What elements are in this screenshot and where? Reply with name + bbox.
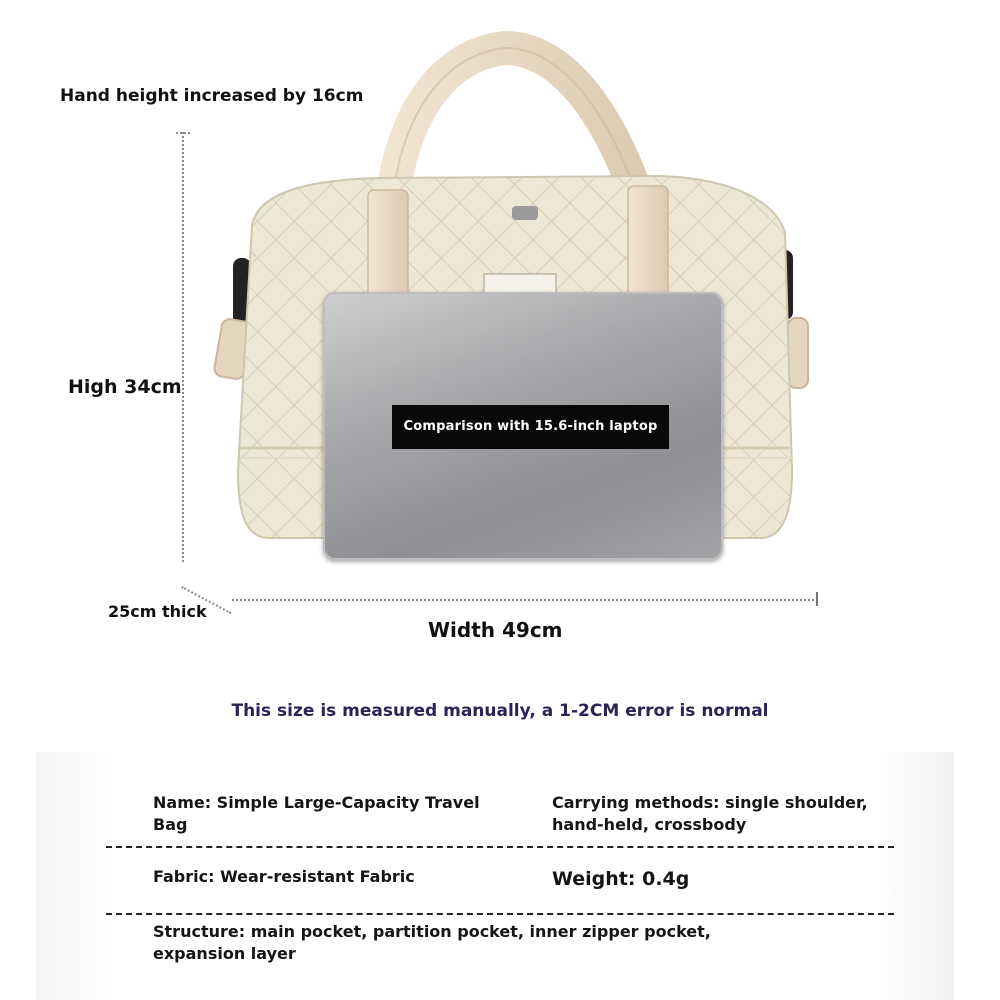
width-dimension-line <box>232 599 818 601</box>
height-dimension-line <box>182 132 184 562</box>
measurement-note: This size is measured manually, a 1-2CM error is normal <box>231 701 769 721</box>
spec-divider-1 <box>106 846 894 848</box>
width-label: Width 49cm <box>428 618 563 642</box>
spec-carrying: Carrying methods: single shoulder, hand-held, crossbody <box>552 793 868 834</box>
hand-height-label: Hand height increased by 16cm <box>60 86 364 106</box>
height-label: High 34cm <box>68 376 182 398</box>
spec-structure: Structure: main pocket, partition pocket, inner zipper pocket, expansion layer <box>153 922 711 963</box>
laptop-caption: Comparison with 15.6-inch laptop <box>392 405 669 449</box>
spec-divider-2 <box>106 913 894 915</box>
height-dimension-tick-top <box>176 132 190 134</box>
spec-weight: Weight: 0.4g <box>552 868 690 890</box>
thickness-label: 25cm thick <box>108 602 207 621</box>
width-dimension-tick-right <box>816 592 818 606</box>
spec-fabric: Fabric: Wear-resistant Fabric <box>153 867 415 886</box>
spec-name: Name: Simple Large-Capacity Travel Bag <box>153 793 480 834</box>
zipper-pull <box>512 206 538 220</box>
